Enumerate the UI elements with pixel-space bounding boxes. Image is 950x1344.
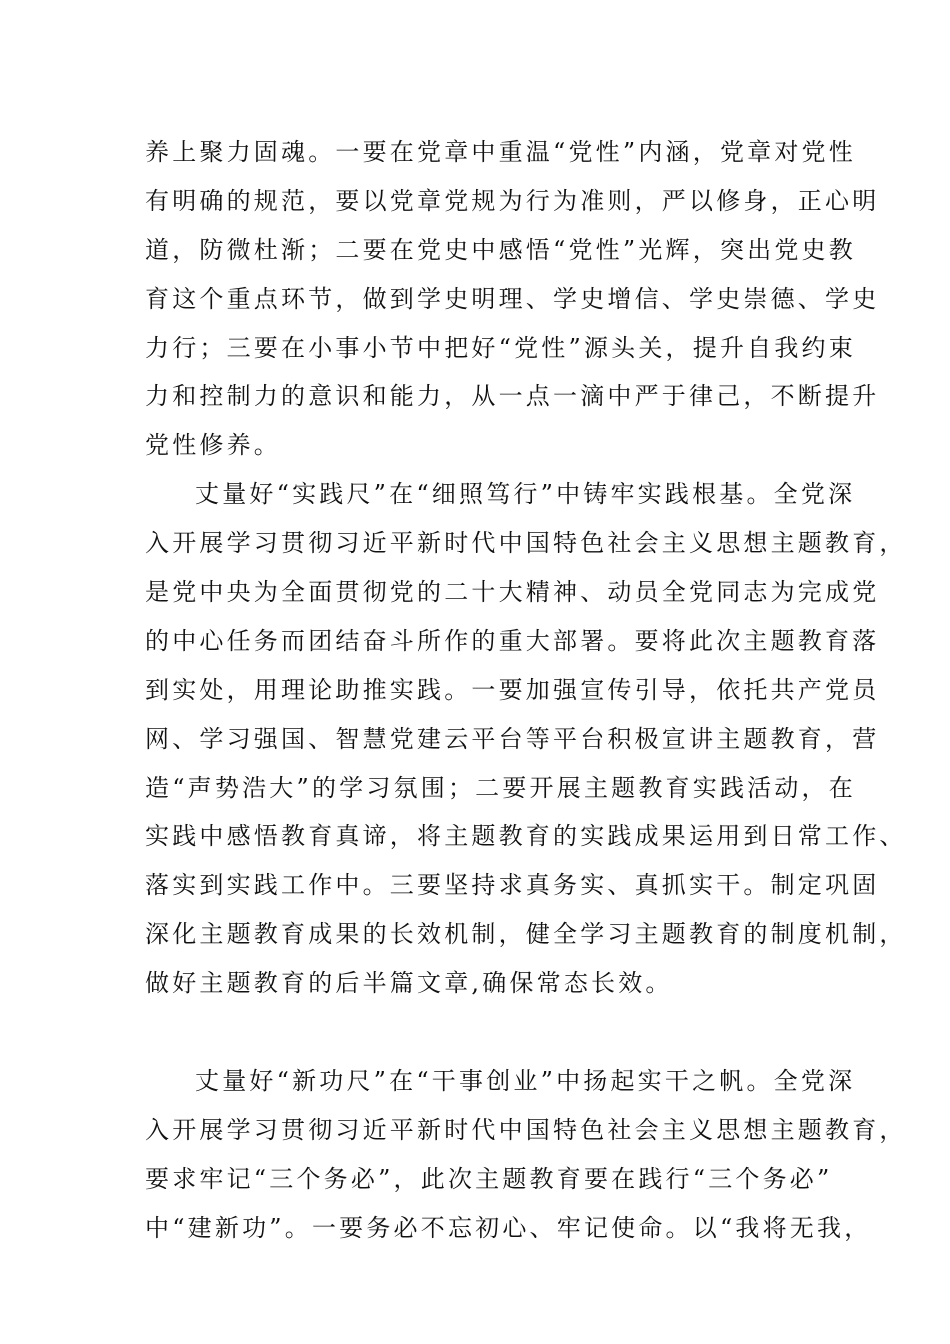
text-line: 力行；三要在小事小节中把好“党性”源头关，提升自我约束	[145, 333, 856, 362]
text-line: 是党中央为全面贯彻党的二十大精神、动员全党同志为完成党	[145, 578, 880, 607]
text-line: 做好主题教育的后半篇文章,确保常态长效。	[145, 969, 673, 998]
paragraph-practice-ruler	[145, 470, 907, 1057]
text-line: 的中心任务而团结奋斗所作的重大部署。要将此次主题教育落	[145, 626, 880, 655]
text-line: 力和控制力的意识和能力，从一点一滴中严于律己，不断提升	[145, 382, 880, 411]
text-line: 要求牢记“三个务必”，此次主题教育要在践行“三个务必”	[145, 1164, 833, 1193]
text-line: 入开展学习贯彻习近平新时代中国特色社会主义思想主题教育，	[145, 529, 907, 558]
text-line: 丈量好“新功尺”在“干事创业”中扬起实干之帆。全党深	[195, 1066, 856, 1095]
paragraph-new-achievement-ruler	[145, 1057, 907, 1253]
text-line: 深化主题教育成果的长效机制，健全学习主题教育的制度机制，	[145, 920, 907, 949]
paragraph-party-spirit	[145, 128, 880, 470]
text-line: 落实到实践工作中。三要坚持求真务实、真抓实干。制定巩固	[145, 871, 880, 900]
text-line: 丈量好“实践尺”在“细照笃行”中铸牢实践根基。全党深	[195, 480, 856, 509]
text-line: 中“建新功”。一要务必不忘初心、牢记使命。以“我将无我，	[145, 1213, 872, 1242]
text-line: 养上聚力固魂。一要在党章中重温“党性”内涵，党章对党性	[145, 138, 856, 166]
text-line: 党性修养。	[145, 431, 281, 460]
text-line: 有明确的规范，要以党章党规为行为准则，严以修身，正心明	[145, 186, 880, 215]
document-body	[145, 128, 907, 1252]
text-line: 到实处，用理论助推实践。一要加强宣传引导，依托共产党员	[145, 675, 880, 704]
text-line: 育这个重点环节，做到学史明理、学史增信、学史崇德、学史	[145, 284, 880, 313]
text-line: 网、学习强国、智慧党建云平台等平台积极宣讲主题教育，营	[145, 724, 880, 753]
text-line	[145, 1008, 810, 1057]
text-line: 道，防微杜渐；二要在党史中感悟“党性”光辉，突出党史教	[145, 235, 856, 264]
text-line: 造“声势浩大”的学习氛围；二要开展主题教育实践活动，在	[145, 773, 856, 802]
text-line: 入开展学习贯彻习近平新时代中国特色社会主义思想主题教育，	[145, 1115, 907, 1144]
text-line: 实践中感悟教育真谛，将主题教育的实践成果运用到日常工作、	[145, 822, 907, 851]
